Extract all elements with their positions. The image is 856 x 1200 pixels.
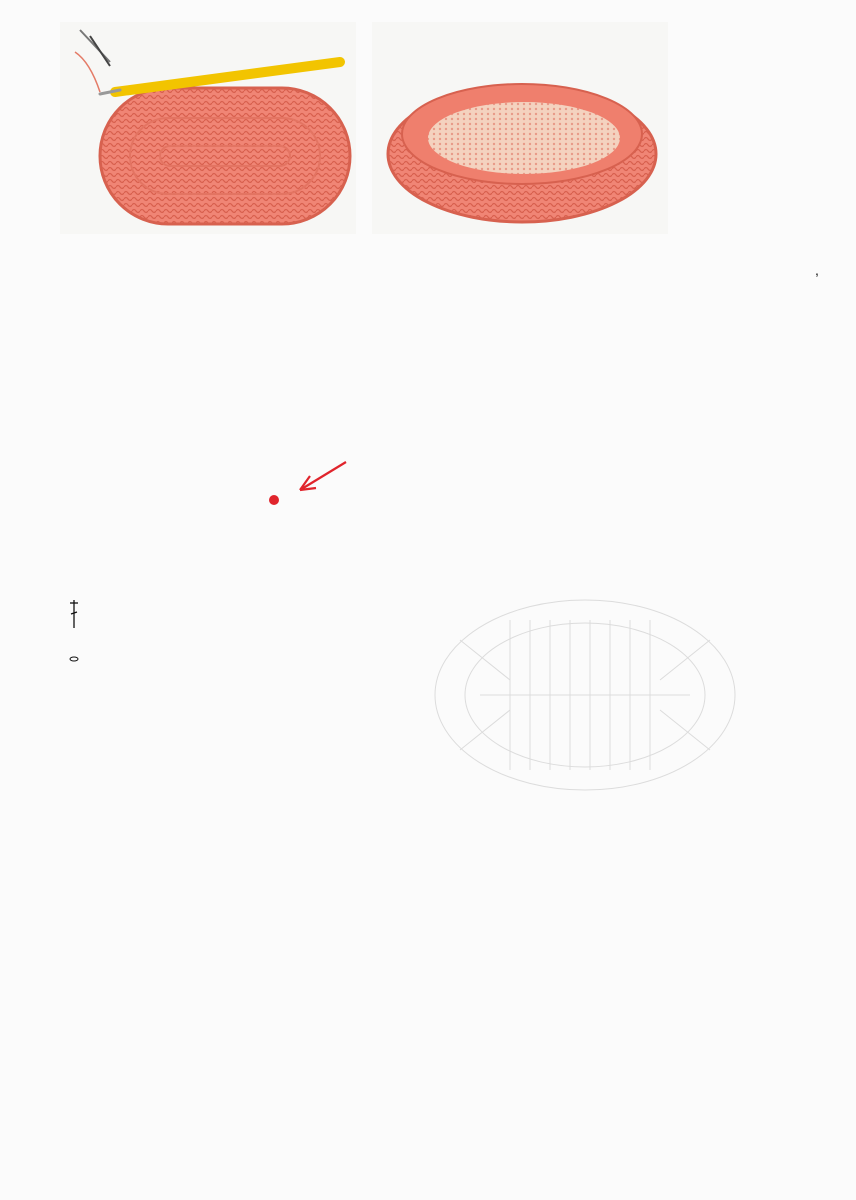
toe-chart xyxy=(60,450,480,680)
photo-crochet-sole xyxy=(60,22,356,234)
legend-ch-symbol xyxy=(70,657,78,661)
legend-dc-symbol xyxy=(70,600,78,628)
crochet-basket-image xyxy=(372,22,668,234)
marked-stitch-dot xyxy=(269,495,279,505)
crochet-sole-image xyxy=(60,22,356,234)
stray-mark: , xyxy=(815,262,819,278)
red-pointer-arrow xyxy=(300,462,346,490)
photo-crochet-basket xyxy=(372,22,668,234)
